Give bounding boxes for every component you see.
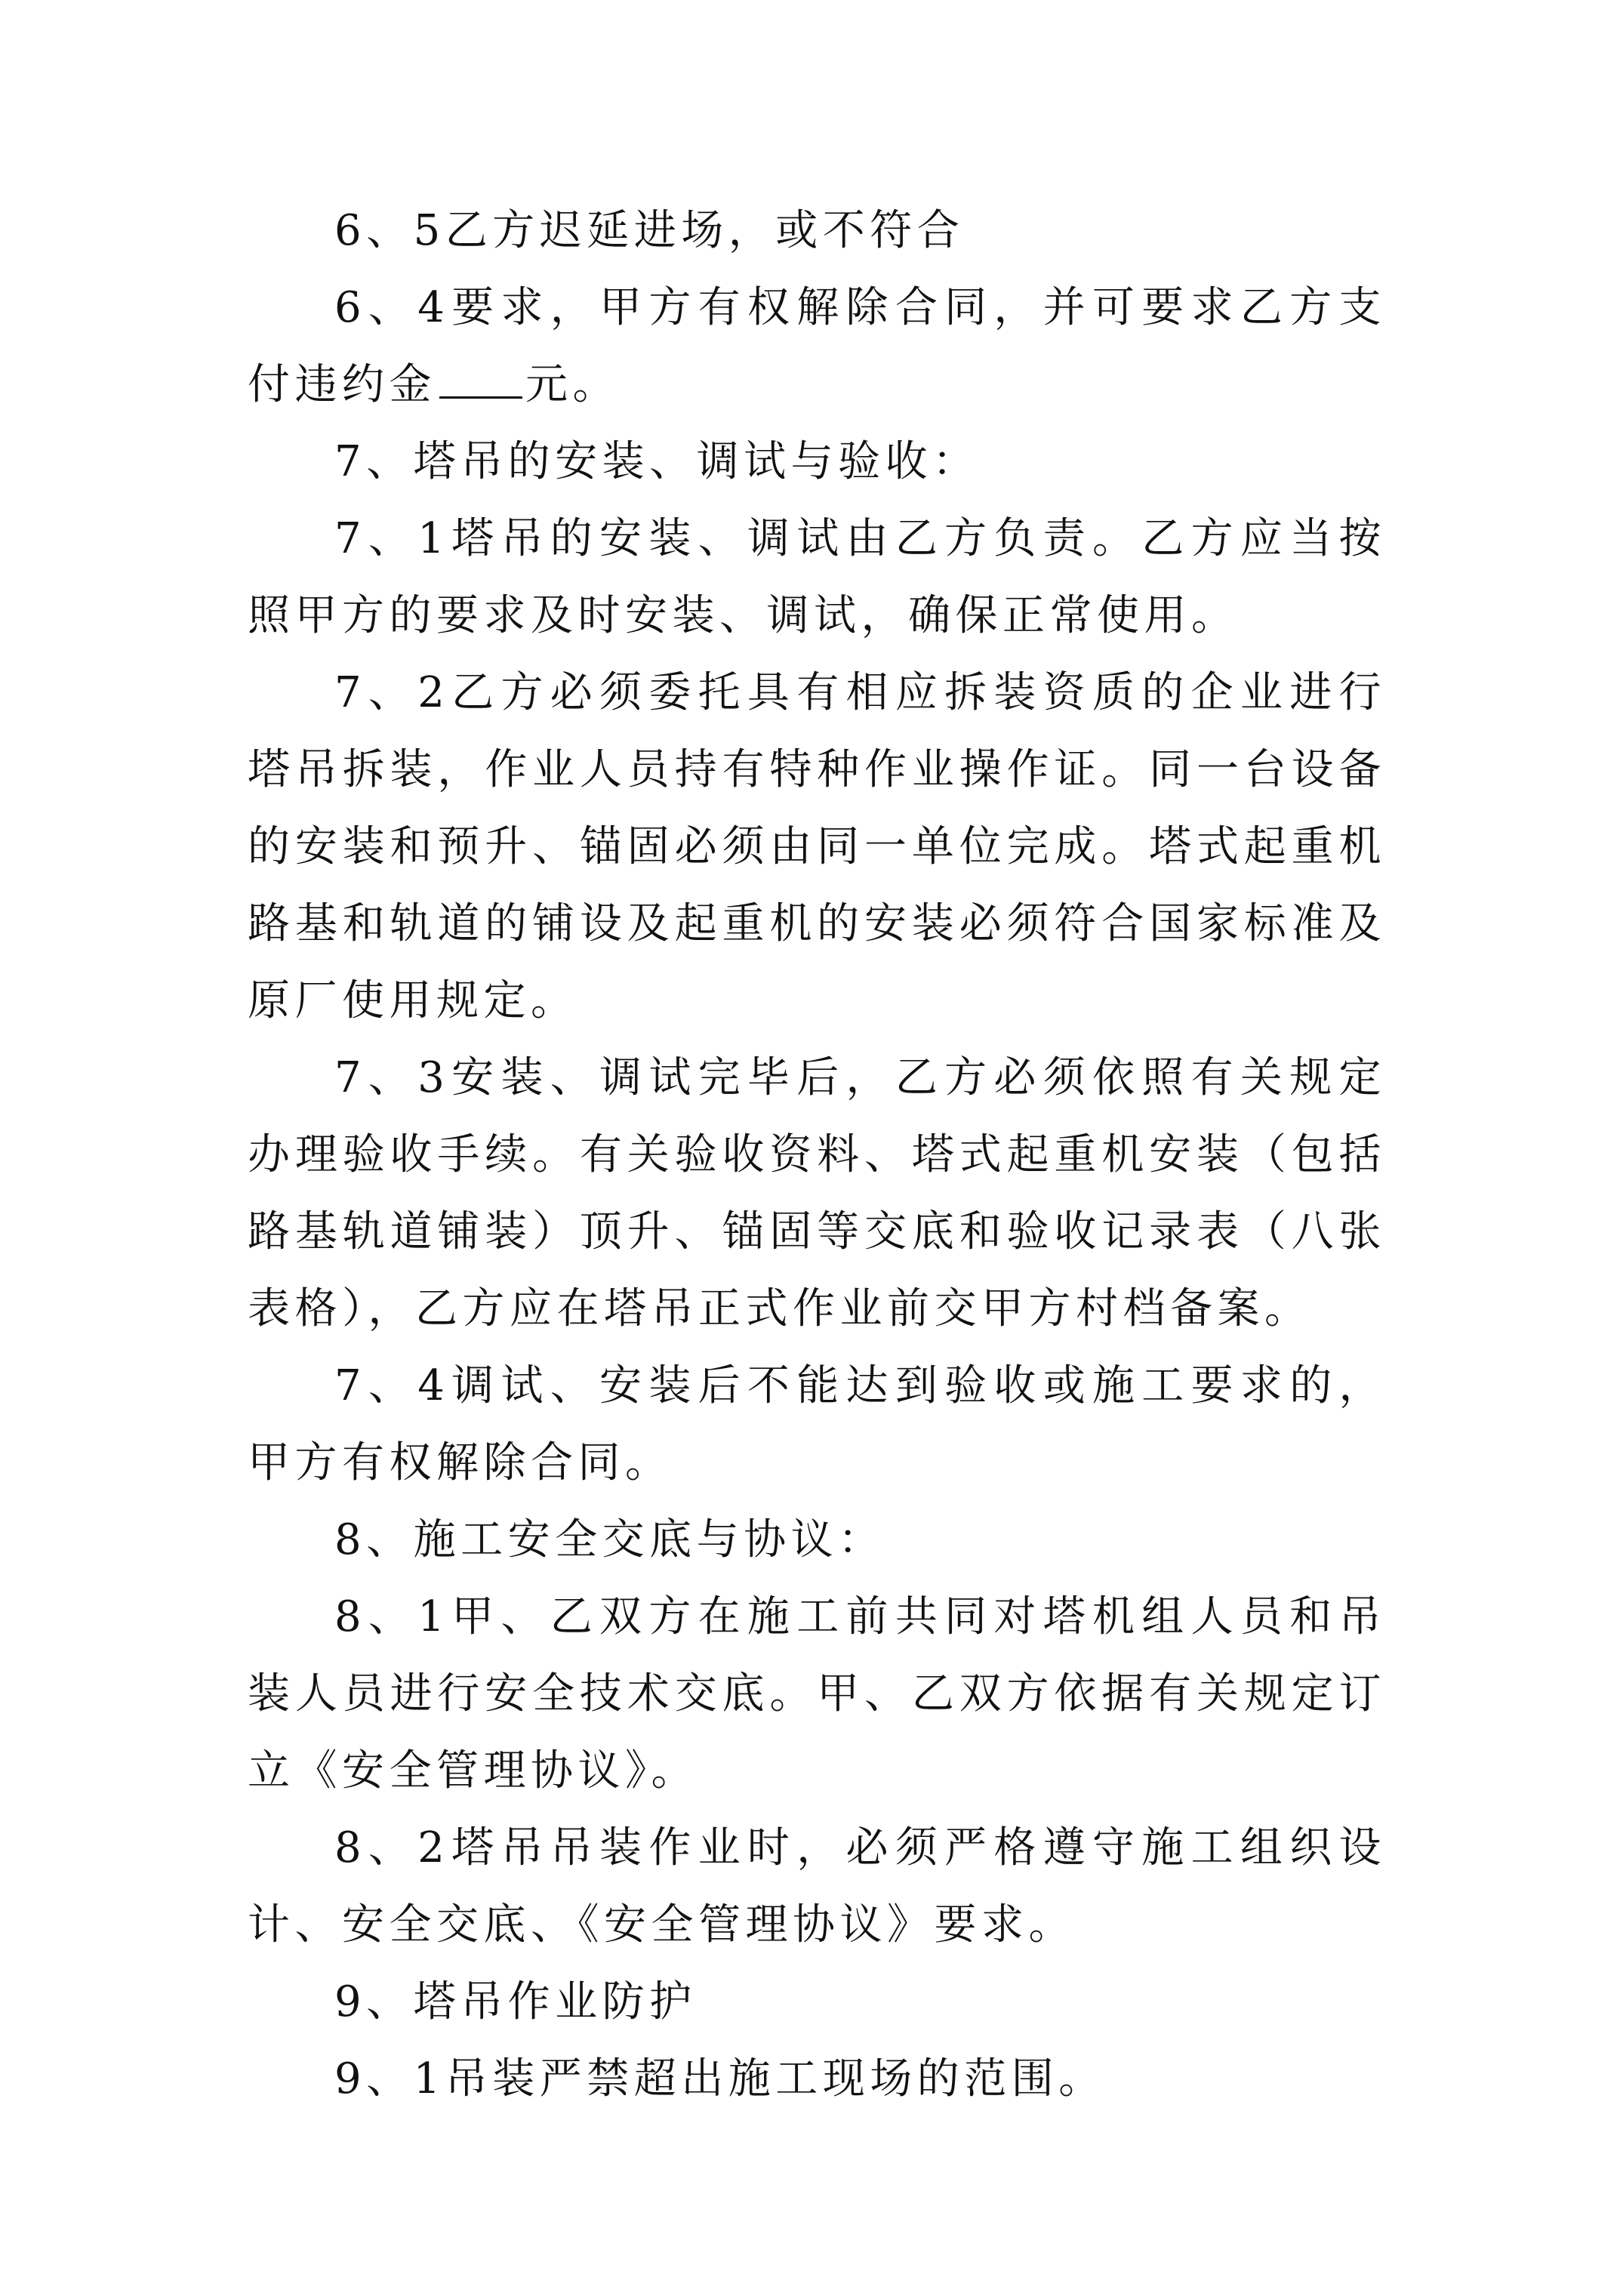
clause-6-4-text: 6、4要求，甲方有权解除合同，并可要求乙方支付违约金 <box>248 283 1386 409</box>
clause-8-1: 8、1甲、乙双方在施工前共同对塔机组人员和吊装人员进行安全技术交底。甲、乙双方依据有关规定订立《安全管理协议》。 <box>248 1592 1386 1795</box>
clause-6-5: 6、5乙方迟延进场，或不符合 <box>334 206 965 255</box>
clause-7-4: 7、4调试、安装后不能达到验收或施工要求的，甲方有权解除合同。 <box>248 1361 1386 1487</box>
clause-7-1: 7、1塔吊的安装、调试由乙方负责。乙方应当按照甲方的要求及时安装、调试，确保正常使用。 <box>248 514 1386 640</box>
section-7-heading: 7、塔吊的安装、调试与验收： <box>334 437 980 486</box>
penalty-amount-blank <box>439 359 522 399</box>
section-8-heading: 8、施工安全交底与协议： <box>334 1515 885 1564</box>
clause-8-2: 8、2塔吊吊装作业时，必须严格遵守施工组织设计、安全交底、《安全管理协议》要求。 <box>248 1823 1386 1949</box>
clause-6-4 <box>248 270 1386 424</box>
clause-9-1: 9、1吊装严禁超出施工现场的范围。 <box>334 2054 1106 2103</box>
clause-7-2: 7、2乙方必须委托具有相应拆装资质的企业进行塔吊拆装，作业人员持有特种作业操作证。同一台设备的安装和预升、锚固必须由同一单位完成。塔式起重机路基和轨道的铺设及起重机的安装必须符合国家标准及原厂使用规定。 <box>248 668 1386 1025</box>
contract-body <box>248 193 1386 2118</box>
section-9-heading: 9、塔吊作业防护 <box>334 1977 697 2026</box>
clause-7-3: 7、3安装、调试完毕后，乙方必须依照有关规定办理验收手续。有关验收资料、塔式起重机安装（包括路基轨道铺装）顶升、锚固等交底和验收记录表（八张表格），乙方应在塔吊正式作业前交甲方村档备案。 <box>248 1053 1386 1333</box>
clause-6-4-suffix: 元。 <box>525 360 620 409</box>
